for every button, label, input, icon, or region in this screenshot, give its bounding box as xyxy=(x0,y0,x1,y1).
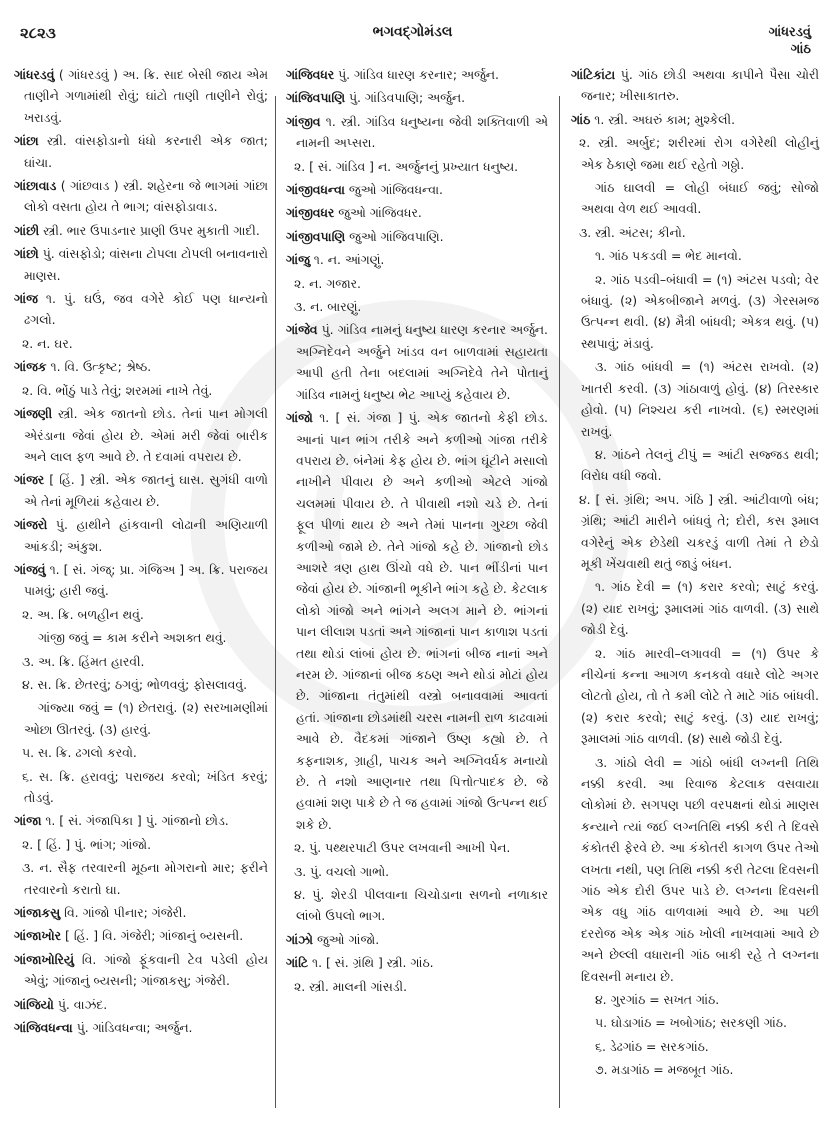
dictionary-entry xyxy=(286,64,548,85)
dictionary-entry xyxy=(286,111,548,154)
headword: ગાંજરો xyxy=(14,517,48,533)
definition-text: ગાંજી જવું = કામ કરીને અશક્ત થવું. xyxy=(38,630,227,646)
dictionary-entry xyxy=(14,469,268,512)
definition-text: સ્ત્રી. વાંસફોડાનો ધંધો કરનારી એક જાત; ઘાંચા. xyxy=(24,133,268,170)
headword: ગાંજાખોરિયું xyxy=(14,951,75,967)
definition-text: ( ગાંછવાડ ) સ્ત્રી. શહેરના જે ભાગમાં ગાંછા લોકો વસતા હોય તે ભાગ; વાંસફોડાવાડ. xyxy=(24,178,268,215)
definition-text: ૧. સ્ત્રી. ગાંડિવ ધનુષ્યના જેવી શક્તિવાળી એ નામની અપ્સરા. xyxy=(296,113,548,151)
definition-text: ૫. સ. ક્રિ. ઢગલો કરવો. xyxy=(22,745,137,761)
definition-text: વિ. ગાંજો પીનાર; ગંજેરી. xyxy=(64,905,187,921)
idiom-line xyxy=(14,627,268,648)
definition-text: ( ગાંધરડવું ) અ. ક્રિ. સાદ બેસી જાય એમ તાણીને ગળામાંથી રોવું; ઘાંટો તાણી તાણીને રોવું; ખરાડવું. xyxy=(24,67,268,125)
definition-text: ૩. ન. બારણું. xyxy=(294,299,362,315)
sub-sense xyxy=(286,273,548,294)
idiom-line xyxy=(571,1036,819,1057)
definition-text: ૩. ગાંઠ બાંધવી = (૧) અંટસ રાખવો. (૨) ખાતરી કરવી. (૩) ગાંઠાવાળું હોવું. (૪) તિરસ્કાર હોવો. (૫) નિશ્ચય કરી નાખવો. (૬) સ્મરણમાં રાખવું. xyxy=(581,359,819,439)
guide-word-first: ગાંધરડવું xyxy=(768,25,811,40)
dictionary-entry xyxy=(14,243,268,286)
headword: ગાંજો xyxy=(286,410,313,426)
definition-text: પું. હાથીને હાંકવાની લોઢાની અણિયાળી આંકડી; અંકુશ. xyxy=(24,517,268,554)
definition-text: સ્ત્રી. ભાર ઉપાડનાર પ્રાણી ઉપર મુકાતી ગાદી. xyxy=(43,222,260,238)
headword: ગાંછી xyxy=(14,222,40,238)
dictionary-entry xyxy=(14,403,268,467)
definition-text: જુઓ ગાંજિવધન્વા. xyxy=(348,182,443,198)
dictionary-entry xyxy=(286,407,548,835)
idiom-line xyxy=(571,576,819,640)
column-3 xyxy=(571,64,819,1104)
page-header xyxy=(0,20,825,60)
definition-text: સ્ત્રી. એક જાતનો છોડ. તેનાં પાન મોગલી એરંડાના જેવાં હોય છે. એમાં મરી જેવાં બારીક અને લાલ ફળ આવે છે. તે દવામાં વપરાય છે. xyxy=(24,406,268,464)
definition-text: ૨. ગાંઠ મારવી–લગાવવી = (૧) ઉપર કે નીચેનાં કન્ના આગળ કનકવો વધારે લોટે અગર લોટતો હોય, તો તે કમી લોટે તે માટે ગાંઠ બાંધવી. (૨) કરાર કરવો; સાટું કરવું. (૩) યાદ રાખવું; રૂમાલમાં ગાંઠ વાળવી. (૪) સાથે જોડી દેવું. xyxy=(581,645,819,747)
headword: ગાંજીવધર xyxy=(286,205,335,221)
definition-text: [ હિં. ] વિ. ગંજેરી; ગાંજાનું બ્યસની. xyxy=(65,928,244,944)
headword: ગાંજેવ xyxy=(286,322,318,338)
definition-text: ૨. પું. પથ્થરપાટી ઉપર લખવાની આખી પેન. xyxy=(294,840,511,856)
definition-text: ૩. ગાંઠો લેવી = ગાંઠો બાંધી લગ્નની તિથિ નક્કી કરવી. આ રિવાજ કેટલાક વસવાયા લોકોમાં છે. સગપણ પછી વરપક્ષનાં થોડાં માણસ કન્યાને ત્યાં જઈ લગ્નતિથિ નક્કી કરી તે દિવસે કંકોતરી ફેરવે છે. આ કંકોતરી કાગળ ઉપર તેઓ લખતા નથી, પણ તિથિ નક્કી કરી તેટલા દિવસની ગાંઠ એક દોરી ઉપર પાડે છે. લગ્નના દિવસની એક વધુ ગાંઠ વાળવામાં આવે છે. આ પછી દરરોજ એક એક ગાંઠ ખોલી નાખવામાં આવે છે અને છેલ્લી વધારાની ગાંઠ બાકી રહે તે લગ્નના દિવસની મનાય છે. xyxy=(581,754,819,984)
dictionary-entry xyxy=(14,902,268,923)
sub-sense xyxy=(14,333,268,354)
definition-text: [ હિં. ] સ્ત્રી. એક જાતનું ઘાસ. સુગંધી વાળો એ તેનાં મૂળિયાં કહેવાય છે. xyxy=(24,472,268,509)
definition-text: ૨. સ્ત્રી. અર્બુદ; શરીરમાં રોગ વગેરેથી લોહીનું એક ઠેકાણે જમા થઈ રહેતો ગઠ્ઠો. xyxy=(579,135,819,172)
idiom-line xyxy=(571,1059,819,1080)
headword: ગાંજીવ xyxy=(286,113,321,129)
definition-text: ૪. ગાંઠને તેલનું ટીપું = આંટી સજ્જડ થવી; વિરોધ વધી જવો. xyxy=(581,446,819,484)
sub-sense xyxy=(14,651,268,672)
definition-text: ૧. ગાંઠ દેવી = (૧) કરાર કરવો; સાટું કરવું. (૨) યાદ રાખવું; રૂમાલમાં ગાંઠ વાળવી. (૩) સાથે જોડી દેવું. xyxy=(581,579,819,638)
definition-text: ૩. પું. વચલો ગાભો. xyxy=(294,863,390,879)
column-divider xyxy=(275,96,276,1108)
definition-text: ૧. [ સં. ગ્રંથિ ] સ્ત્રી. ગાંઠ. xyxy=(312,955,434,971)
sub-sense xyxy=(571,132,819,175)
idiom-line xyxy=(571,245,819,266)
definition-text: ૧. [ સં. ગંજાપિકા ] પું. ગાંજાનો છોડ. xyxy=(45,813,229,829)
idiom-line xyxy=(571,989,819,1010)
headword: ગાંજણી xyxy=(14,406,53,422)
dictionary-entry xyxy=(14,994,268,1015)
definition-text: પું. ગાંડિવધન્વા; અર્જુન. xyxy=(76,1020,193,1036)
sub-sense xyxy=(286,296,548,317)
headword: ગાંજક xyxy=(14,359,47,375)
definition-text: જુઓ ગાંજો. xyxy=(316,931,380,947)
definition-text: પું. વાંસફોડો; વાંસના ટોપલા ટોપલી બનાવનારો માણસ. xyxy=(24,246,268,283)
dictionary-columns xyxy=(14,64,819,1104)
definition-text: ૧. સ્ત્રી. અઘરું કામ; મુશ્કેલી. xyxy=(594,111,736,127)
column-1 xyxy=(14,64,268,1104)
definition-text: ૨. અ. ક્રિ. બળહીન થવું. xyxy=(22,606,144,622)
definition-text: ૨. સ્ત્રી. માલની ગાંસડી. xyxy=(294,978,408,994)
idiom-line xyxy=(571,177,819,220)
dictionary-entry xyxy=(14,810,268,831)
dictionary-entry xyxy=(14,559,268,602)
definition-text: ૪. ગુરગાંઠ = સખત ગાંઠ. xyxy=(595,992,720,1008)
page-number: ૨૮૨૩ xyxy=(20,24,56,42)
headword: ગાંજીવપાણિ xyxy=(286,228,346,244)
sub-sense xyxy=(286,976,548,997)
definition-text: ૧. પું. ઘઉં, જવ વગેરે કોઈ પણ ધાન્યનો ઢગલો. xyxy=(24,291,268,328)
sub-sense xyxy=(571,489,819,575)
guide-word-last: ગાંઠ xyxy=(790,42,811,57)
definition-text: પું. ગાંડિવ નામનું ધનુષ્ય ધારણ કરનાર અર્જુન. અગ્નિદેવને અર્જુને ખાંડવ વન બાળવામાં સહાયતા આપી હતી તેના બદલામાં અગ્નિદેવે તેને પોતાનું ગાંડિવ નામનું ધનુષ્ય ભેટ આપ્યું કહેવાય છે. xyxy=(296,322,548,402)
definition-text: ગાંજ્યા જવું = (૧) છેતરાવું. (૨) સરખામણીમાં ઓછા ઊતરવું. (૩) હારવું. xyxy=(24,700,268,737)
book-title: ભગવદ્ગોમંડલ xyxy=(372,24,453,40)
definition-text: ૨. [ સં. ગાંડિવ ] ન. અર્જુનનું પ્રખ્યાત ધનુષ્ય. xyxy=(294,158,519,174)
headword: ગાંછો xyxy=(14,246,39,262)
headword: ગાંજાખોર xyxy=(14,928,62,944)
definition-text: પું. ગાંડિવ ધારણ કરનાર; અર્જુન. xyxy=(338,67,499,82)
headword: ગાંજિવધન્વા xyxy=(14,1020,73,1036)
dictionary-entry xyxy=(14,949,268,992)
definition-text: ૩. સ્ત્રી. અંટસ; કીનો. xyxy=(579,224,686,240)
sub-sense xyxy=(14,604,268,625)
idiom-line xyxy=(14,697,268,740)
definition-text: ૩. ન. સૈફ તરવારની મૂઠના મોગરાનો માર; ફરીને તરવારનો કરાતો ઘા. xyxy=(22,860,268,897)
definition-text: ગાંઠ ઘાલવી = લોહી બંધાઈ જવું; સોજો અથવા વેળ થઈ આવવી. xyxy=(581,180,819,217)
definition-text: વિ. ગાંજો ફૂંકવાની ટેવ પડેલી હોય એવું; ગાંજાનું બ્યસની; ગાંજાકસુ; ગંજેરી. xyxy=(24,951,268,989)
dictionary-entry xyxy=(286,249,548,270)
definition-text: ૧. ગાંઠ પકડવી = ભેદ માનવો. xyxy=(595,248,742,264)
dictionary-entry xyxy=(14,288,268,331)
dictionary-entry xyxy=(286,929,548,950)
dictionary-entry xyxy=(14,175,268,218)
definition-text: પું. ગાંડિવપાણિ; અર્જુન. xyxy=(348,90,466,106)
dictionary-entry xyxy=(14,1017,268,1038)
headword: ગાંધરડવું xyxy=(14,67,55,82)
column-divider xyxy=(559,96,560,1108)
dictionary-entry xyxy=(571,64,819,107)
definition-text: જુઓ ગાંજિવપાણિ. xyxy=(349,228,444,244)
idiom-line xyxy=(571,1012,819,1033)
headword: ગાંછા xyxy=(14,133,39,149)
sub-sense xyxy=(571,222,819,243)
sub-sense xyxy=(14,742,268,763)
definition-text: ૪. પું. શેરડી પીલવાના ચિચોડાના સળનો નળાકાર લાંબો ઉપલો ભાગ. xyxy=(294,887,548,924)
dictionary-entry xyxy=(14,356,268,377)
definition-text: ૫. ઘોડાગાંઠ = ખબોગાંઠ; સરકણી ગાંઠ. xyxy=(595,1015,787,1031)
headword: ગાંછાવાડ xyxy=(14,178,57,194)
column-2 xyxy=(286,64,548,1104)
definition-text: ૪. સ. ક્રિ. છેતરવું; ઠગવું; ભોળવવું; ફોસલાવવું. xyxy=(22,676,248,692)
idiom-line xyxy=(571,643,819,750)
definition-text: ૪. [ સં. ગ્રંથિ; અપ. ગંઠિ ] સ્ત્રી. આંટીવાળો બંધ; ગ્રંથિ; આંટી મારીને બાંધવું તે; દોરી, કસ રૂમાલ વગેરેનું એક છેડેથી ચકરડું વાળી તેમાં તે છેડો મૂકી ખેંચવાથી થતું જાડું બંધન. xyxy=(579,491,819,571)
idiom-line xyxy=(571,444,819,487)
headword: ગાંઠ xyxy=(571,111,591,127)
dictionary-entry xyxy=(286,179,548,200)
headword: ગાંજીવધન્વા xyxy=(286,182,345,198)
sub-sense xyxy=(14,857,268,900)
headword: ગાંટિકાંટા xyxy=(571,67,616,82)
definition-text: ૭. મડાગાંઠ = મજબૂત ગાંઠ. xyxy=(595,1062,734,1078)
dictionary-entry xyxy=(286,952,548,973)
dictionary-entry xyxy=(14,64,268,128)
definition-text: ૨. વિ. ભોંઠું પાડે તેવું; શરમમાં નાખે તેવું. xyxy=(22,382,213,398)
dictionary-entry xyxy=(286,202,548,223)
definition-text: ૧. [ સં. ગંજા ] પું. એક જાતનો કેફી છોડ. આનાં પાન ભાંગ તરીકે અને કળીઓ ગાંજા તરીકે વપરાય છે. બંનેમાં કેફ હોય છે. ભાંગ ઘૂંટીને મસાલો નાખીને પીવાય છે અને કળીઓ એટલે ગાંજો ચલમમાં પીવાય છે. તે પીવાથી નશો ચડે છે. તેનાં ફૂલ પીળાં થાય છે અને તેમાં પાનના ગુચ્છા જેવી કળીઓ જામે છે. તેને ગાંજો કહે છે. ગાંજાનો છોડ આશરે ત્રણ હાથ ઊંચો વધે છે. પાન ભીંડીનાં પાન જેવાં હોય છે. ગાંજાની ભૂકીને ભાંગ કહે છે. કેટલાક લોકો ગાંજો અને ભાંગને અલગ માને છે. ભાંગનાં પાન લીલાશ પડતાં અને ગાંજાનાં પાન કાળાશ પડતાં તથા થોડાં લાંબાં હોય છે. ભાંગનાં બીજ નાનાં અને નરમ છે. ગાંજાનાં બીજ કઠણ અને થોડાં મોટાં હોય છે. ગાંજાના તંતુમાંથી વસ્ત્રો બનાવવામાં આવતાં હતાં. ગાંજાના છોડમાંથી ચરસ નામની રાળ કાઢવામાં આવે છે. વૈદકમાં ગાંજાને ઉષ્ણ કહ્યો છે. તે કફનાશક, ગ્રાહી, પાચક અને અગ્નિવર્ધક મનાયો છે. તે નશો આણનાર તથા પિત્તોત્પાદક છે. જે હવામાં શણ પાકે છે તે જ હવામાં ગાંજો ઉત્પન્ન થઈ શકે છે. xyxy=(296,410,548,832)
guide-words xyxy=(769,24,811,58)
definition-text: ૨. ગાંઠ પડવી–બંધાવી = (૧) અંટસ પડવો; વેર બંધાવું. (૨) એકબીજાને મળવું. (૩) ગેરસમજ ઉત્પન્ન થવી. (૪) મૈત્રી બાંધવી; એકત્ર થવું. (૫) સ્થપાવું; મંડાવું. xyxy=(581,271,819,351)
dictionary-entry xyxy=(14,925,268,946)
dictionary-entry xyxy=(286,87,548,108)
definition-text: ૩. અ. ક્રિ. હિંમત હારવી. xyxy=(22,653,145,669)
sub-sense xyxy=(286,861,548,882)
sub-sense xyxy=(14,674,268,695)
dictionary-entry xyxy=(286,319,548,405)
headword: ગાંજિવપાણિ xyxy=(286,90,346,106)
headword: ગાંજિયો xyxy=(14,996,54,1012)
idiom-line xyxy=(571,752,819,987)
headword: ગાંજાકસુ xyxy=(14,905,61,921)
definition-text: પું. વાઝંદ. xyxy=(57,996,108,1012)
definition-text: ૨. ન. ગજાર. xyxy=(294,275,361,291)
idiom-line xyxy=(571,356,819,442)
headword: ગાંઝો xyxy=(286,931,313,947)
headword: ગાંજર xyxy=(14,472,45,488)
headword: ગાંજુ xyxy=(286,252,310,268)
headword: ગાંજ xyxy=(14,291,38,307)
idiom-line xyxy=(571,269,819,355)
sub-sense xyxy=(286,156,548,177)
definition-text: ૧. વિ. ઉત્કૃષ્ટ; શ્રેષ્ઠ. xyxy=(50,359,152,375)
dictionary-entry xyxy=(14,220,268,241)
sub-sense xyxy=(14,834,268,855)
dictionary-entry xyxy=(14,514,268,557)
dictionary-entry xyxy=(14,130,268,173)
definition-text: ૬. ડેઢગાંઠ = સરકગાંઠ. xyxy=(595,1038,709,1054)
headword: ગાંજા xyxy=(14,813,42,829)
sub-sense xyxy=(286,884,548,927)
headword: ગાંજિવધર xyxy=(286,67,335,82)
headword: ગાંટિ xyxy=(286,955,309,971)
sub-sense xyxy=(286,837,548,858)
definition-text: ૧. ન. આંગણું. xyxy=(313,252,385,268)
sub-sense xyxy=(14,380,268,401)
definition-text: ૧. [ સં. ગંજ્; પ્રા. ગંજિઅ ] અ. ક્રિ. પરાજય પામવું; હારી જવું. xyxy=(24,561,268,599)
headword: ગાંજવું xyxy=(14,561,46,577)
definition-text: ૬. સ. ક્રિ. હરાવવું; પરાજય કરવો; ખંડિત કરવું; તોડવું. xyxy=(22,768,268,805)
definition-text: ૨. ન. ઘર. xyxy=(22,335,73,351)
definition-text: પું. ગાંઠ છોડી અથવા કાપીને પૈસા ચોરી જનાર; ખીસાકાતરુ. xyxy=(581,67,819,104)
definition-text: જુઓ ગાંજિવધર. xyxy=(338,205,422,221)
dictionary-entry xyxy=(286,226,548,247)
dictionary-entry xyxy=(571,109,819,130)
sub-sense xyxy=(14,766,268,809)
definition-text: ૨. [ હિં. ] પું. ભાંગ; ગાંજો. xyxy=(22,836,152,852)
